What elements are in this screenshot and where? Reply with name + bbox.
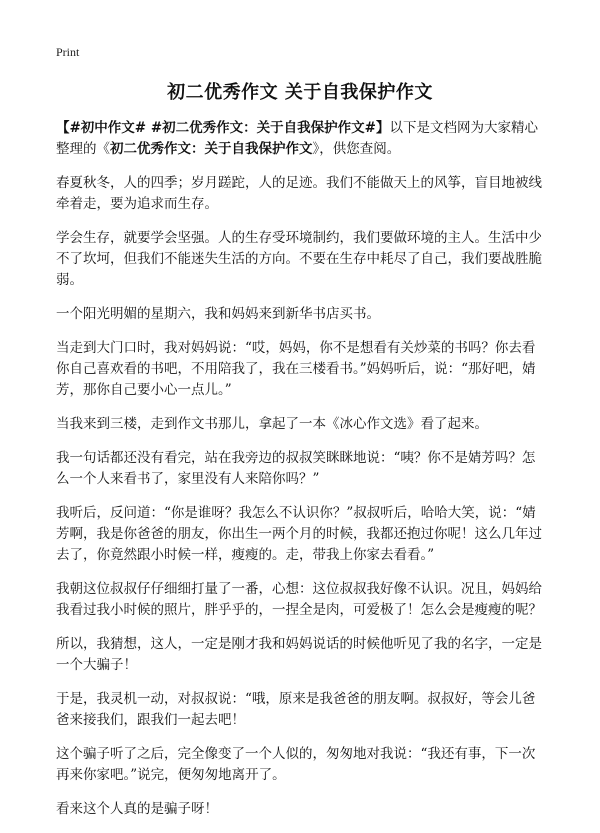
paragraph-10: 于是，我灵机一动，对叔叔说：“哦，原来是我爸爸的朋友啊。叔叔好，等会儿爸爸来接我们，跟我们一起去吧！ bbox=[56, 691, 536, 728]
intro-bold-title: 初二优秀作文：关于自我保护作文 bbox=[110, 141, 313, 157]
paragraph-5: 当我来到三楼，走到作文书那儿，拿起了一本《冰心作文选》看了起来。 bbox=[56, 416, 488, 432]
intro-bracket-open: 【 bbox=[56, 120, 70, 136]
paragraph-1: 春夏秋冬，人的四季；岁月蹉跎，人的足迹。我们不能做天上的风筝，盲目地被线牵着走，要为追求而生存。 bbox=[56, 175, 542, 212]
paragraph-9: 所以，我猜想，这人，一定是刚才我和妈妈说话的时候他听见了我的名字，一定是一个大骗子！ bbox=[56, 636, 542, 673]
paragraph-7: 我听后，反问道：“你是谁呀？我怎么不认识你？”叔叔听后，哈哈大笑，说：“婧芳啊，我是你爸爸的朋友，你出生一两个月的时候，我都还抱过你呢！这么几年过去了，你竟然跟小时候一样，瘦瘦的。走，带我上你家去看看。” bbox=[56, 505, 542, 563]
intro-bracket-close: 】 bbox=[375, 120, 390, 136]
article-body bbox=[56, 118, 548, 833]
print-label: Print bbox=[56, 45, 80, 59]
intro-text-after: 》，供您查阅。 bbox=[312, 141, 401, 157]
paragraph-2: 学会生存，就要学会坚强。人的生存受环境制约，我们要做环境的主人。生活中少不了坎坷，但我们不能迷失生活的方向。不要在生存中耗尽了自己，我们要战胜脆弱。 bbox=[56, 230, 542, 288]
paragraph-8: 我朝这位叔叔仔仔细细打量了一番，心想：这位叔叔我好像不认识。况且，妈妈给我看过我小时候的照片，胖乎乎的，一捏全是肉，可爱极了！怎么会是瘦瘦的呢？ bbox=[56, 581, 542, 618]
intro-tags: #初中作文# #初二优秀作文：关于自我保护作文# bbox=[69, 120, 376, 136]
intro-text-before: 以下是文档网为大家精心整理的《 bbox=[56, 120, 538, 157]
page-title: 初二优秀作文 关于自我保护作文 bbox=[167, 82, 433, 103]
paragraph-3: 一个阳光明媚的星期六，我和妈妈来到新华书店买书。 bbox=[56, 306, 380, 322]
paragraph-11: 这个骗子听了之后，完全像变了一个人似的，匆匆地对我说：“我还有事，下一次再来你家吧。”说完，便匆匆地离开了。 bbox=[56, 746, 536, 783]
paragraph-6: 我一句话都还没有看完，站在我旁边的叔叔笑眯眯地说：“咦？你不是婧芳吗？怎么一个人来看书了，家里没有人来陪你吗？” bbox=[56, 450, 536, 487]
intro-paragraph bbox=[56, 118, 548, 160]
paragraph-4: 当走到大门口时，我对妈妈说：“哎，妈妈，你不是想看有关炒菜的书吗？你去看你自己喜欢看的书吧，不用陪我了，我在三楼看书。”妈妈听后，说：“那好吧，婧芳，那你自己要小心一点儿。” bbox=[56, 340, 536, 398]
paragraph-12: 看来这个人真的是骗子呀！ bbox=[56, 801, 218, 817]
